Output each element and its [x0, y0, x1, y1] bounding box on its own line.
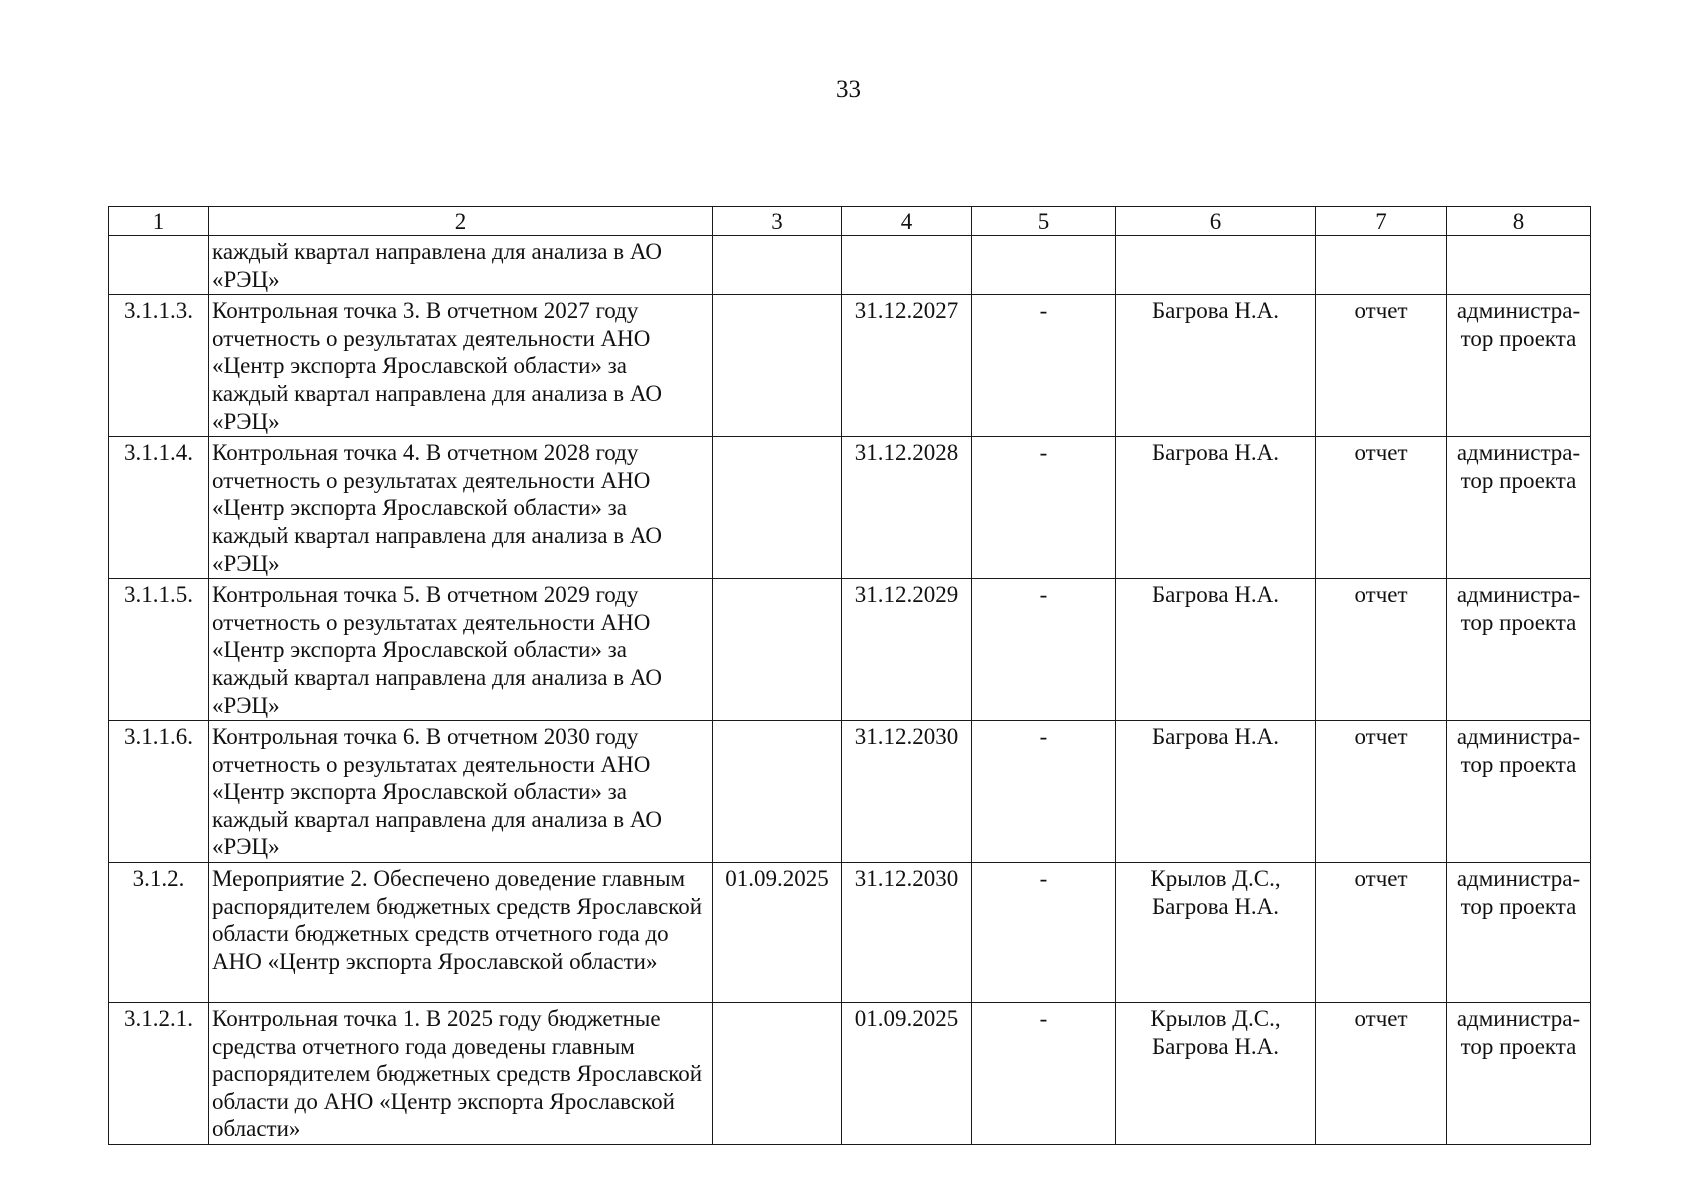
item-number: 3.1.1.6. [109, 721, 209, 863]
end-date: 31.12.2030 [842, 721, 972, 863]
column-header: 5 [972, 207, 1116, 236]
item-description: Мероприятие 2. Обеспечено доведение главным распорядителем бюджетных средств Ярославской области бюджетных средств отчетного года до АНО «Центр экспорта Ярославской области» [209, 863, 713, 1003]
role-line: тор проекта [1460, 468, 1577, 494]
result-type: отчет [1316, 1003, 1447, 1145]
start-date: 01.09.2025 [713, 863, 842, 1003]
column-5-value: - [972, 863, 1116, 1003]
role [1447, 579, 1591, 721]
responsible-name: Крылов Д.С., [1150, 1006, 1281, 1032]
responsible-name: Крылов Д.С., [1150, 866, 1281, 892]
start-date [713, 437, 842, 579]
column-5-value: - [972, 1003, 1116, 1145]
end-date [842, 236, 972, 295]
result-type [1316, 236, 1447, 295]
role [1447, 236, 1591, 295]
role-line: администра- [1456, 866, 1581, 892]
role-line: тор проекта [1460, 752, 1577, 778]
responsible-person [1116, 236, 1316, 295]
responsible-person [1116, 863, 1316, 1003]
item-description: Контрольная точка 3. В отчетном 2027 году отчетность о результатах деятельности АНО «Центр экспорта Ярославской области» за каждый квартал направлена для анализа в АО «РЭЦ» [209, 295, 713, 437]
plan-table [108, 206, 1591, 1145]
column-5-value: - [972, 295, 1116, 437]
item-description: Контрольная точка 5. В отчетном 2029 году отчетность о результатах деятельности АНО «Центр экспорта Ярославской области» за каждый квартал направлена для анализа в АО «РЭЦ» [209, 579, 713, 721]
start-date [713, 579, 842, 721]
table-row [109, 295, 1591, 437]
column-5-value: - [972, 579, 1116, 721]
column-header: 6 [1116, 207, 1316, 236]
role-line: тор проекта [1460, 326, 1577, 352]
item-number [109, 236, 209, 295]
role-line: администра- [1456, 298, 1581, 324]
item-number: 3.1.2.1. [109, 1003, 209, 1145]
end-date: 31.12.2028 [842, 437, 972, 579]
responsible-person [1116, 437, 1316, 579]
result-type: отчет [1316, 295, 1447, 437]
role [1447, 295, 1591, 437]
page-number: 33 [836, 76, 861, 103]
role-line: администра- [1456, 724, 1581, 750]
result-type: отчет [1316, 579, 1447, 721]
role-line: тор проекта [1460, 1034, 1577, 1060]
responsible-person [1116, 1003, 1316, 1145]
responsible-person [1116, 721, 1316, 863]
end-date: 31.12.2030 [842, 863, 972, 1003]
result-type: отчет [1316, 437, 1447, 579]
responsible-name: Багрова Н.А. [1151, 440, 1280, 466]
column-header: 3 [713, 207, 842, 236]
responsible-name: Багрова Н.А. [1151, 893, 1280, 919]
table-row [109, 236, 1591, 295]
end-date: 01.09.2025 [842, 1003, 972, 1145]
role-line: тор проекта [1460, 894, 1577, 920]
end-date: 31.12.2027 [842, 295, 972, 437]
column-header: 8 [1447, 207, 1591, 236]
responsible-name: Багрова Н.А. [1151, 298, 1280, 324]
table-row [109, 579, 1591, 721]
column-header: 7 [1316, 207, 1447, 236]
item-description: каждый квартал направлена для анализа в АО «РЭЦ» [209, 236, 713, 295]
item-number: 3.1.1.5. [109, 579, 209, 721]
result-type: отчет [1316, 863, 1447, 1003]
role [1447, 1003, 1591, 1145]
role-line: тор проекта [1460, 610, 1577, 636]
column-5-value: - [972, 437, 1116, 579]
column-5-value: - [972, 721, 1116, 863]
table-body [109, 236, 1591, 1145]
item-description: Контрольная точка 1. В 2025 году бюджетные средства отчетного года доведены главным распорядителем бюджетных средств Ярославской области до АНО «Центр экспорта Ярославской области» [209, 1003, 713, 1145]
start-date [713, 1003, 842, 1145]
start-date [713, 721, 842, 863]
role-line: администра- [1456, 1006, 1581, 1032]
responsible-name: Багрова Н.А. [1151, 582, 1280, 608]
column-header: 1 [109, 207, 209, 236]
result-type: отчет [1316, 721, 1447, 863]
item-number: 3.1.1.3. [109, 295, 209, 437]
table-row [109, 721, 1591, 863]
table-header-row [109, 207, 1591, 236]
role-line: администра- [1456, 582, 1581, 608]
item-number: 3.1.1.4. [109, 437, 209, 579]
end-date: 31.12.2029 [842, 579, 972, 721]
responsible-person [1116, 295, 1316, 437]
responsible-name: Багрова Н.А. [1151, 1033, 1280, 1059]
role [1447, 721, 1591, 863]
responsible-person [1116, 579, 1316, 721]
item-description: Контрольная точка 4. В отчетном 2028 году отчетность о результатах деятельности АНО «Центр экспорта Ярославской области» за каждый квартал направлена для анализа в АО «РЭЦ» [209, 437, 713, 579]
table-row [109, 1003, 1591, 1145]
start-date [713, 236, 842, 295]
item-description: Контрольная точка 6. В отчетном 2030 году отчетность о результатах деятельности АНО «Центр экспорта Ярославской области» за каждый квартал направлена для анализа в АО «РЭЦ» [209, 721, 713, 863]
responsible-name: Багрова Н.А. [1151, 724, 1280, 750]
column-header: 4 [842, 207, 972, 236]
column-5-value [972, 236, 1116, 295]
role-line: администра- [1456, 440, 1581, 466]
column-header: 2 [209, 207, 713, 236]
table-row [109, 863, 1591, 1003]
table-row [109, 437, 1591, 579]
start-date [713, 295, 842, 437]
item-number: 3.1.2. [109, 863, 209, 1003]
role [1447, 437, 1591, 579]
role [1447, 863, 1591, 1003]
